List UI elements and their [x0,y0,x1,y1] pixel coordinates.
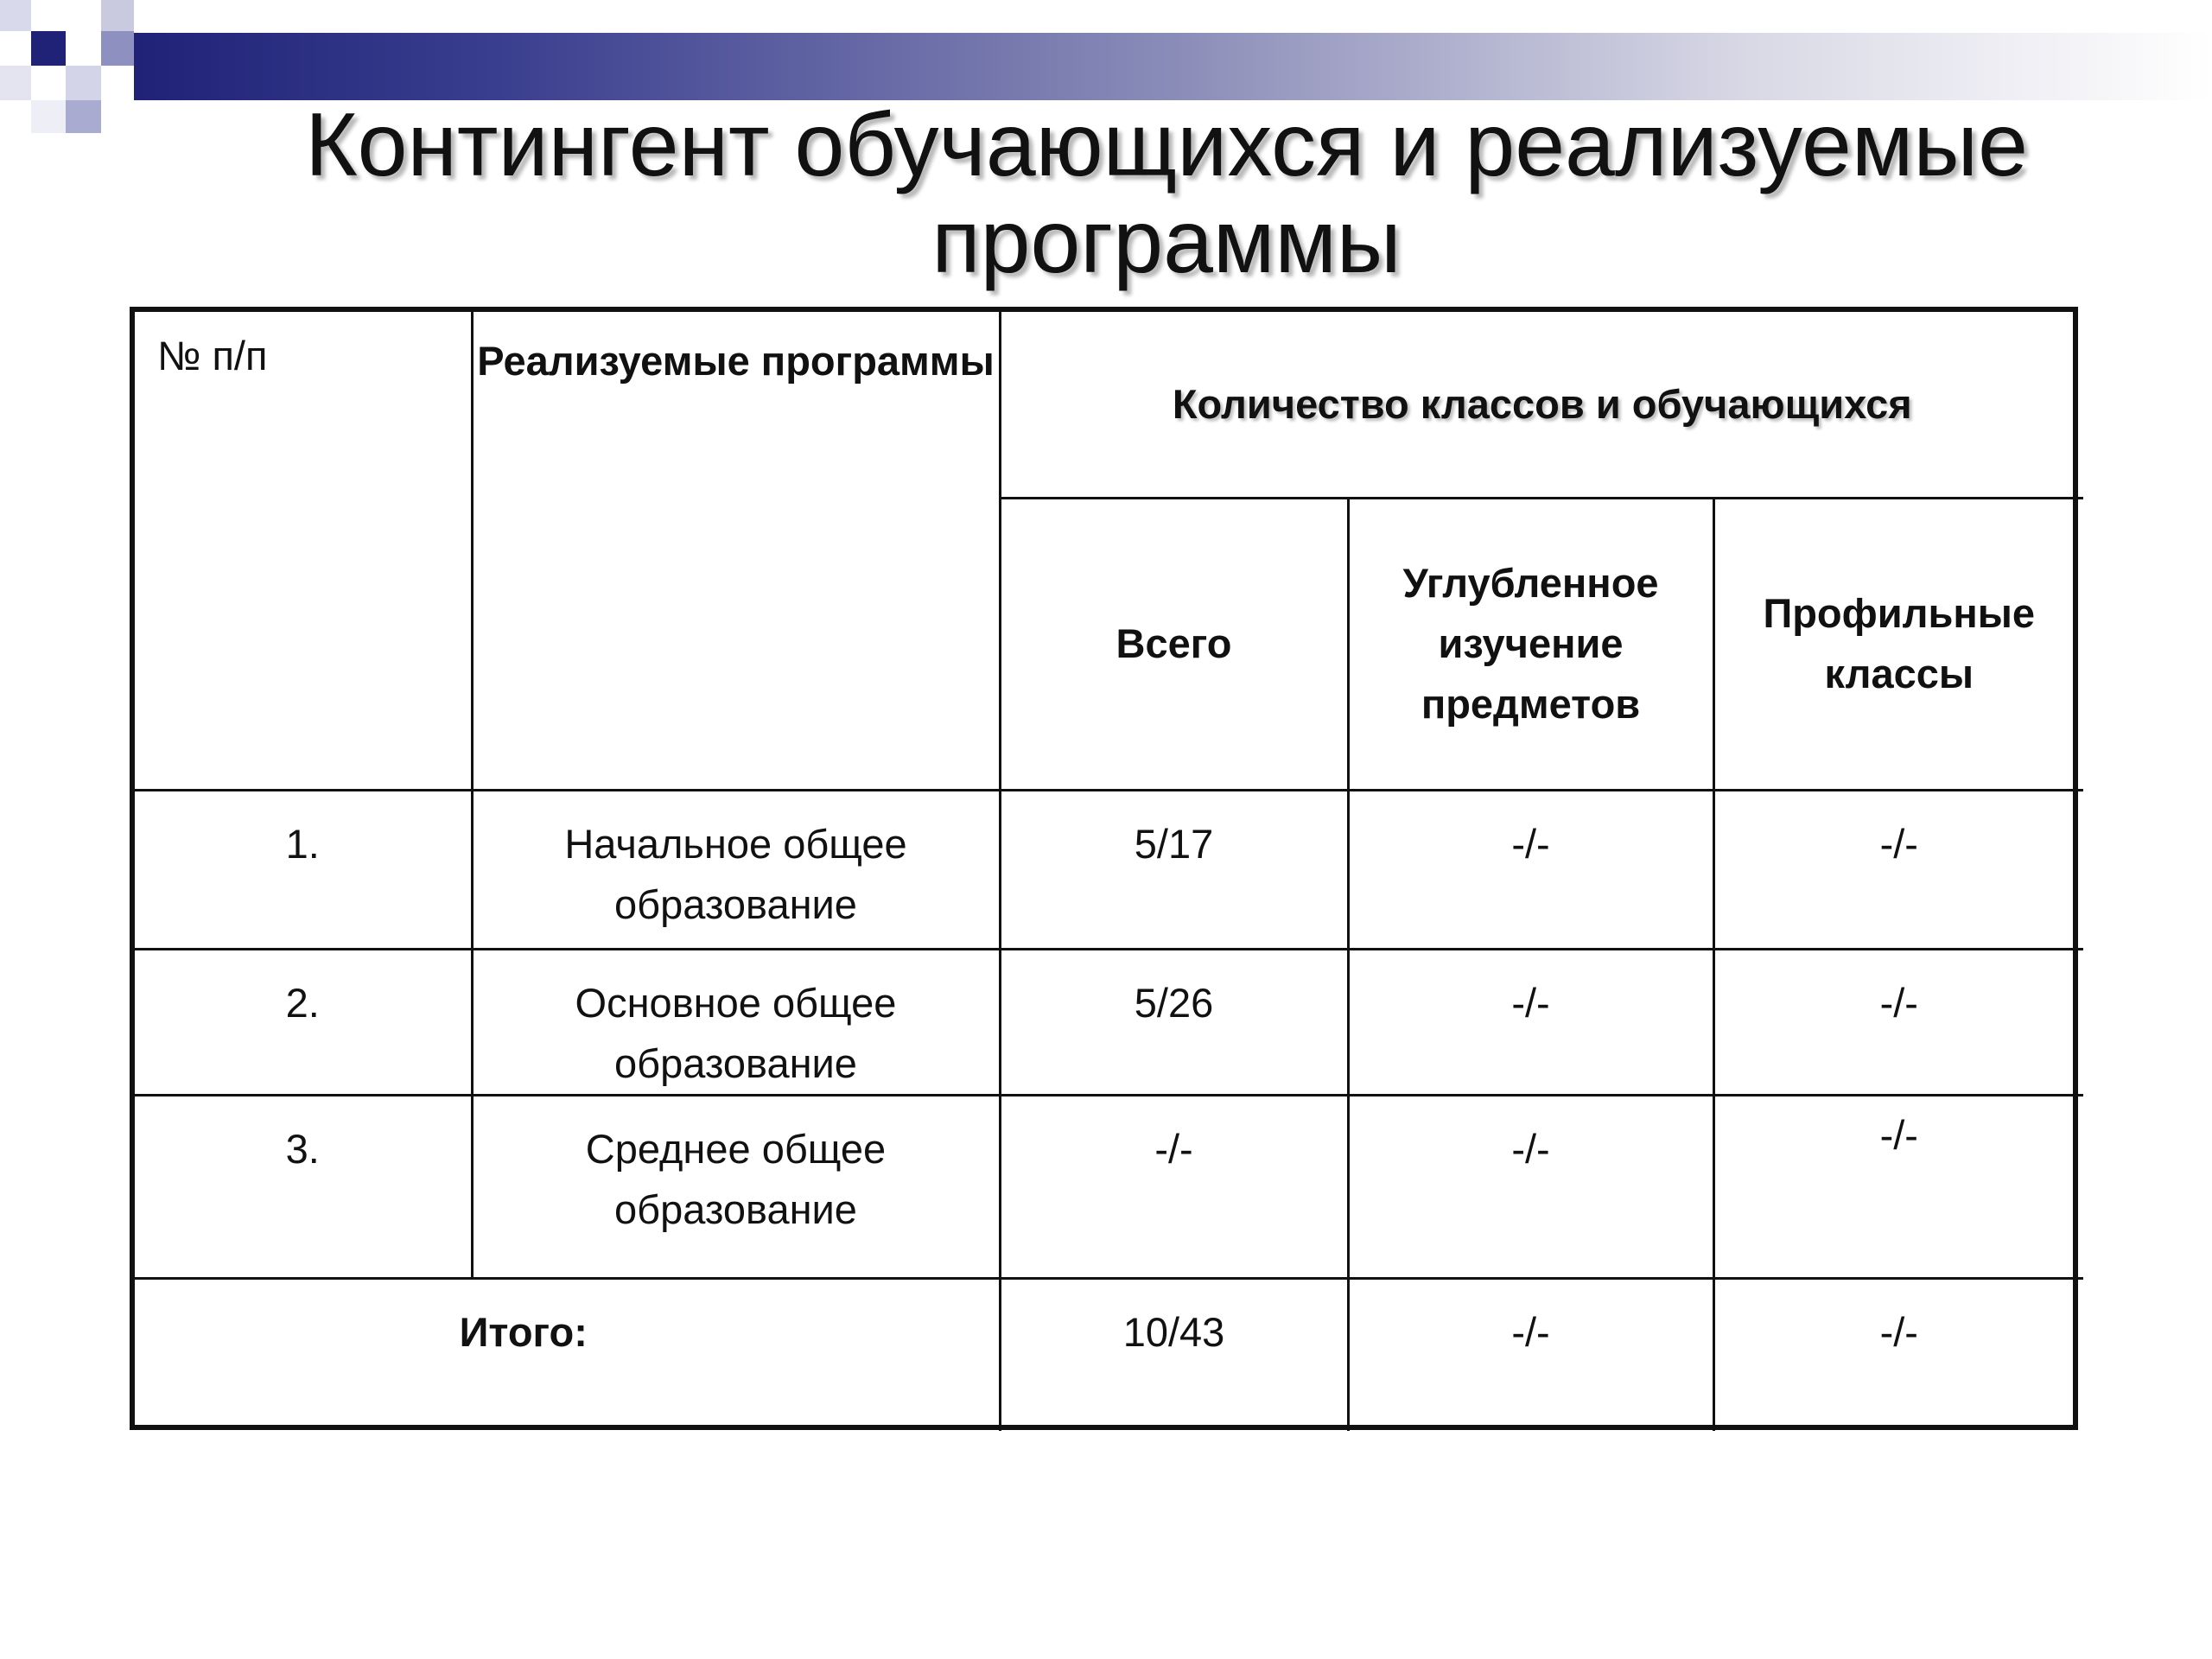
row-program: Основное общее образование [472,949,1000,1095]
decor-square [66,66,101,100]
summary-profile: -/- [1713,1278,2083,1431]
contingent-table-grid [135,312,2083,1431]
row-program: Среднее общее образование [472,1095,1000,1278]
table-row [135,1095,2083,1278]
row-profile: -/- [1713,1095,2083,1278]
header-total: Всего [1000,498,1348,790]
row-number: 1. [135,790,472,949]
decor-square [66,100,101,133]
summary-row [135,1278,2083,1431]
row-profile: -/- [1713,949,2083,1095]
header-profile: Профильные классы [1713,498,2083,790]
row-total: -/- [1000,1095,1348,1278]
decor-square [31,100,66,133]
summary-advanced: -/- [1348,1278,1713,1431]
row-total: 5/26 [1000,949,1348,1095]
slide-title-line-2: программы [931,192,1402,292]
decor-square [0,0,31,31]
row-total: 5/17 [1000,790,1348,949]
header-count-group: Количество классов и обучающихся [1000,312,2083,498]
row-advanced: -/- [1348,790,1713,949]
row-program: Начальное общее образование [472,790,1000,949]
decor-square [101,0,134,31]
row-advanced: -/- [1348,1095,1713,1278]
table-row [135,790,2083,949]
header-number: № п/п [135,312,472,790]
row-number: 2. [135,949,472,1095]
summary-total: 10/43 [1000,1278,1348,1431]
row-profile: -/- [1713,790,2083,949]
contingent-table [130,307,2078,1430]
header-advanced: Углубленное изучение предметов [1348,498,1713,790]
header-gradient-band [134,33,2212,100]
table-row [135,949,2083,1095]
summary-label: Итого: [135,1278,1000,1431]
header-programs: Реализуемые программы [472,312,1000,790]
slide-title [156,97,2177,290]
decor-square [101,31,134,66]
row-advanced: -/- [1348,949,1713,1095]
decor-square [0,66,31,100]
slide-title-line-1: Контингент обучающихся и реализуемые [305,95,2028,195]
row-number: 3. [135,1095,472,1278]
decor-square [31,31,66,66]
header-row [135,312,2083,498]
